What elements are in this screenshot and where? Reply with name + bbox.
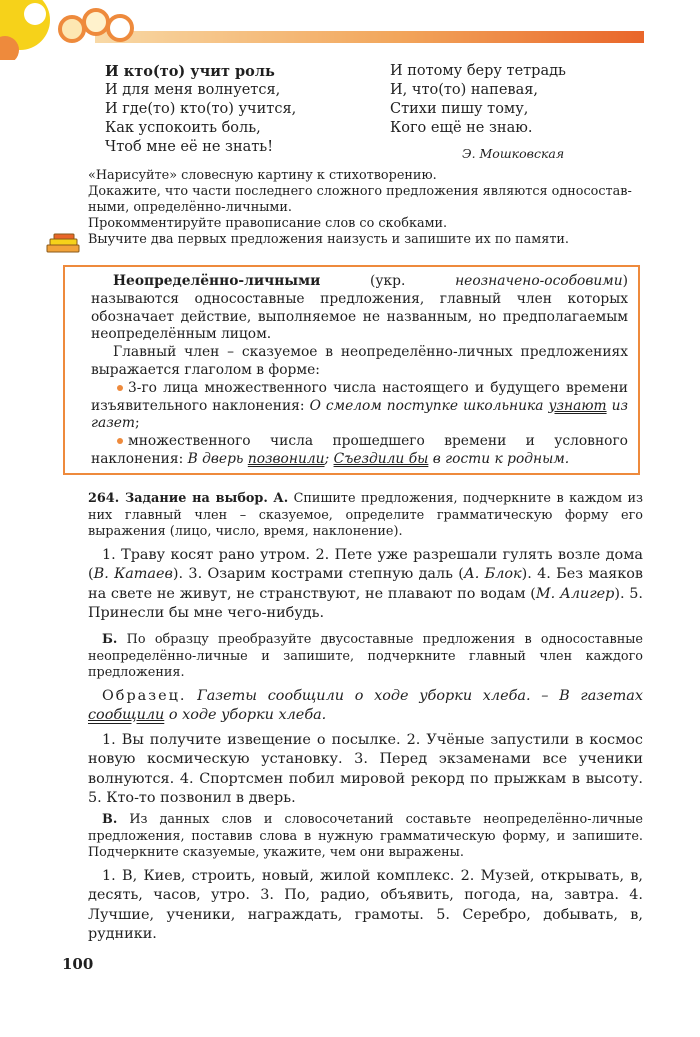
poem-line: И потому беру тетрадь: [390, 63, 566, 79]
example-text: в гости к родным.: [428, 450, 570, 467]
task-text: По образцу преобразуйте двусоставные предложения в односоставные неопределённо-личные и запишите, подчеркните главный член каждого предложения.: [88, 632, 643, 680]
poem-author: Э. Мошковская: [462, 146, 565, 161]
task-text: Спишите предложения, подчеркните в каждом из них главный член – сказуемое, определите грамматическую форму его выражения (лицо, число, время, наклонение).: [88, 491, 643, 539]
rule-bullet: [91, 380, 628, 433]
author: В. Катаев: [93, 566, 173, 583]
example-text: Газеты сообщили о ходе уборки хлеба. – В газетах: [197, 688, 643, 704]
poem-line: И, что(то) напевая,: [390, 82, 538, 98]
rule-text: ;: [134, 415, 140, 432]
task-line: ными, определённо-личными.: [88, 200, 292, 215]
variant-label: В.: [102, 812, 118, 827]
rule-text: множественного числа прошедшего времени и условного наклонения:: [91, 433, 628, 467]
variant-label: А.: [273, 491, 289, 506]
example-text: о ходе уборки хлеба.: [164, 707, 327, 724]
bullet-icon: [117, 385, 123, 391]
rule-box: [63, 265, 640, 475]
rule-definition: [91, 273, 628, 344]
task-line: «Нарисуйте» словесную картину к стихотворению.: [88, 168, 437, 183]
poem-line: И кто(то) учит роль: [105, 63, 275, 80]
poem-line: И где(то) кто(то) учится,: [105, 101, 297, 117]
predicate: позвонили: [247, 450, 325, 467]
ring-1: [60, 17, 84, 41]
exercise-b-text: [88, 731, 643, 808]
sentence-text: ). 4. Без маяков на свете не живут, не странствуют, не плавают по водам (: [88, 566, 644, 602]
rule-example: [188, 451, 570, 467]
predicate: Съездили бы: [333, 450, 429, 467]
rule-text: ) называются односоставные предложения, главный член которых обозначает действие, выполняемое не названным, но предполагаемым неопределённым лицом.: [91, 273, 628, 343]
exercise-number: 264. Задание на выбор.: [88, 491, 268, 506]
exercise-b-task: [88, 632, 643, 682]
poem-line: И для меня волнуется,: [105, 82, 281, 98]
poem-line: Стихи пишу тому,: [390, 101, 529, 117]
sentence-text: ). 3. Озарим кострами степную даль (: [172, 566, 464, 583]
poem-line: Чтоб мне её не знать!: [105, 139, 274, 155]
rule-text: 3-го лица множественного числа настоящего и будущего времени изъявительного наклонения:: [91, 379, 628, 414]
poem-tasks: [88, 168, 648, 248]
task-line: Докажите, что части последнего сложного предложения являются односостав-: [88, 184, 632, 199]
poem-line: Кого ещё не знаю.: [390, 120, 533, 136]
ring-3: [108, 16, 132, 40]
rule-text: (укр.: [320, 273, 456, 289]
rule-bullet: [91, 433, 628, 469]
example-text: О смелом поступке школьника: [309, 397, 549, 414]
header-decoration: [0, 0, 700, 60]
author: М. Алигер: [535, 585, 615, 602]
rule-paragraph: Главный член – сказуемое в неопределённо-личных предложениях выражается глаголом в форме:: [91, 344, 628, 378]
predicate: узнают: [548, 397, 607, 414]
ring-2: [84, 10, 108, 34]
exercise-a-task: [88, 491, 643, 541]
poem-right-column: [390, 62, 566, 138]
sample-label: Образец.: [102, 688, 187, 704]
example-text: В дверь: [187, 450, 248, 467]
exercise-c-text: [88, 867, 643, 944]
sentence-text: 1. В, Киев, строить, новый, жилой комплекс. 2. Музей, открывать, в, десять, часов, утро. 3. По, радио, объявить, погода, на, завтра. 4. Лучшие, ученики, награждать, грамоты. 5. Серебро, добывать, в, рудники.: [88, 868, 643, 942]
variant-label: Б.: [102, 632, 118, 647]
sentence-text: 1. Траву косят рано утром. 2. Пете уже разрешали гулять возле дома (: [88, 547, 643, 583]
sentence-text: ). 5. Принесли бы мне чего-нибудь.: [88, 585, 643, 621]
exercise-a-text: [88, 546, 643, 623]
poem-line: Как успокоить боль,: [105, 120, 261, 136]
task-line: Прокомментируйте правописание слов со скобками.: [88, 216, 448, 231]
task-line: Выучите два первых предложения наизусть и запишите их по памяти.: [88, 232, 569, 247]
sample: [88, 687, 643, 726]
bullet-icon: [117, 438, 123, 444]
page-number: 100: [62, 955, 94, 973]
example-text: из газет: [91, 397, 628, 432]
poem-left-column: [105, 62, 296, 157]
rule-term: Неопределённо-личными: [113, 273, 321, 289]
white-circle: [24, 3, 46, 25]
exercise-c-task: [88, 812, 643, 862]
predicate: сообщили: [88, 707, 165, 724]
rule-ukr-term: неозначено-особовими: [455, 273, 623, 289]
author: А. Блок: [463, 566, 522, 583]
sentence-text: 1. Вы получите извещение о посылке. 2. Учёные запустили в космос новую космическую установку. 3. Перед экзаменами все ученики волнуются. 4. Спортсмен побил мировой рекорд по прыжкам в высоту. 5. Кто-то позвонил в дверь.: [88, 732, 643, 806]
books-icon: [45, 232, 83, 254]
task-text: Из данных слов и словосочетаний составьте неопределённо-личные предложения, поставив слова в нужную грамматическую форму, и запишите. Подчеркните сказуемые, укажите, чем они выражены.: [88, 812, 643, 860]
example-text: ;: [324, 450, 334, 467]
